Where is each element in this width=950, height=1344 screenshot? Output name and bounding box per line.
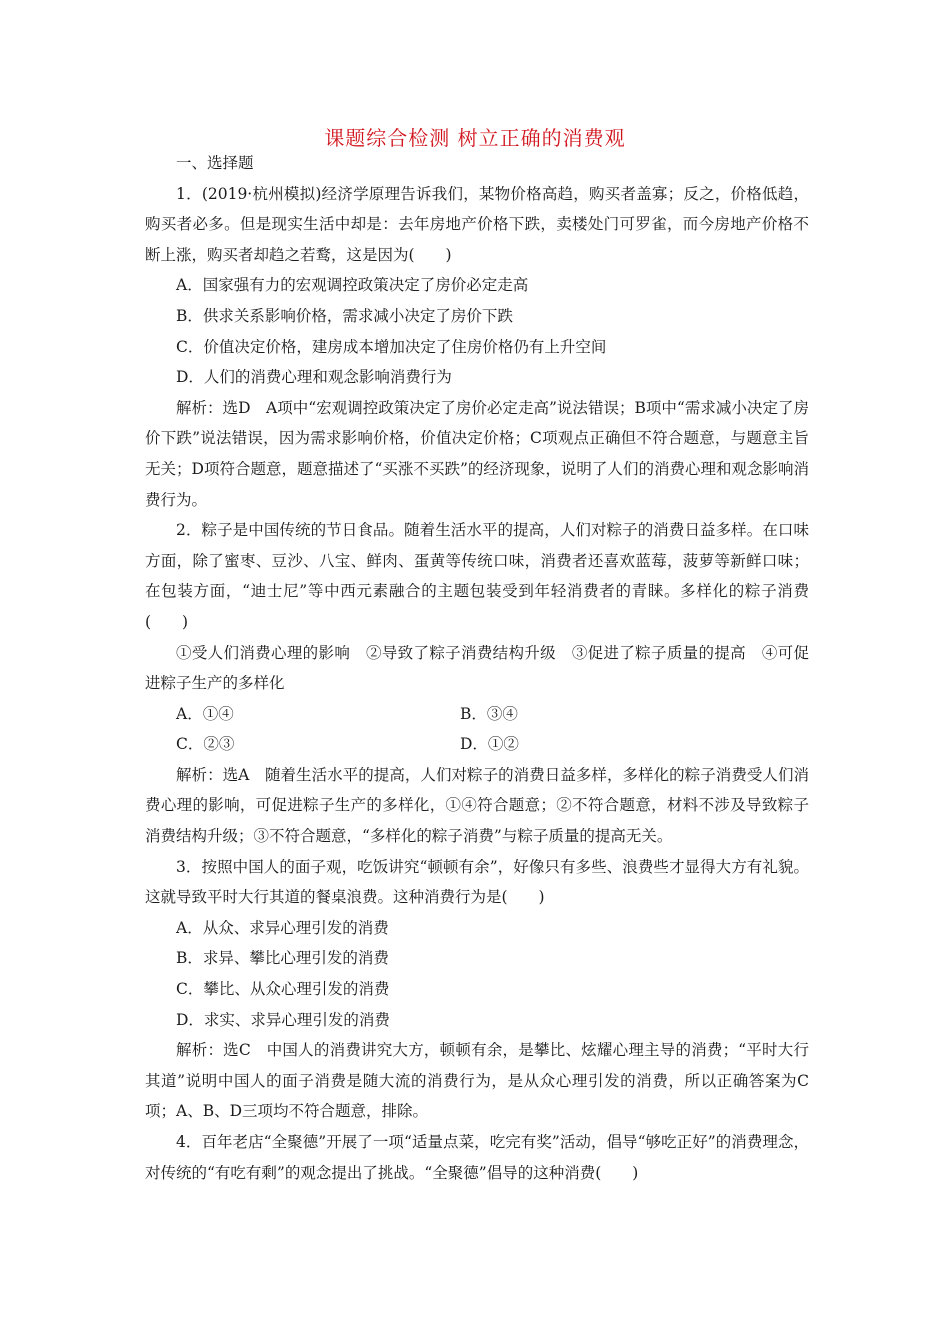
question-3-analysis: 解析：选C 中国人的消费讲究大方，顿顿有余，是攀比、炫耀心理主导的消费；“平时大行其道”说明中国人的面子消费是随大流的消费行为，是从众心理引发的消费，所以正确答案为C项；A、B、D三项均不符合题意，排除。	[145, 1041, 809, 1121]
question-3-option-b: B．求异、攀比心理引发的消费	[176, 949, 389, 968]
question-2-analysis: 解析：选A 随着生活水平的提高，人们对粽子的消费日益多样，多样化的粽子消费受人们消费心理的影响，可促进粽子生产的多样化，①④符合题意；②不符合题意，材料不涉及导致粽子消费结构升级；③不符合题意，“多样化的粽子消费”与粽子质量的提高无关。	[145, 765, 809, 846]
page-title: 课题综合检测 树立正确的消费观	[324, 126, 626, 150]
question-2-option-a: A．①④	[176, 704, 234, 723]
section-heading: 一、选择题	[176, 154, 254, 172]
question-3-option-c: C．攀比、从众心理引发的消费	[176, 980, 390, 999]
question-2-option-c: C．②③	[176, 735, 235, 754]
question-1-option-a: A．国家强有力的宏观调控政策决定了房价必定走高	[176, 276, 529, 295]
question-1-option-d: D．人们的消费心理和观念影响消费行为	[176, 368, 452, 387]
question-2-items: ①受人们消费心理的影响 ②导致了粽子消费结构升级 ③促进了粽子质量的提高 ④可促进粽子生产的多样化	[145, 643, 809, 693]
document-body	[145, 148, 809, 1188]
question-2-options-row-1	[145, 699, 809, 730]
question-2-option-d: D．①②	[460, 735, 519, 754]
question-3-option-a: A．从众、求异心理引发的消费	[176, 918, 389, 937]
question-1-option-b: B．供求关系影响价格，需求减小决定了房价下跌	[176, 306, 513, 325]
question-2-stem: 2．粽子是中国传统的节日食品。随着生活水平的提高，人们对粽子的消费日益多样。在口味方面，除了蜜枣、豆沙、八宝、鲜肉、蛋黄等传统口味，消费者还喜欢蓝莓，菠萝等新鲜口味；在包装方面，“迪士尼”等中西元素融合的主题包装受到年轻消费者的青睐。多样化的粽子消费( )	[145, 521, 809, 631]
question-1-option-c: C．价值决定价格，建房成本增加决定了住房价格仍有上升空间	[176, 337, 607, 356]
question-2-options-row-2	[145, 729, 809, 760]
question-3-option-d: D．求实、求异心理引发的消费	[176, 1010, 390, 1029]
question-2-option-b: B．③④	[460, 704, 518, 723]
question-1-stem: 1．(2019·杭州模拟)经济学原理告诉我们，某物价格高趋，购买者盖寡；反之，价格低趋，购买者必多。但是现实生活中却是：去年房地产价格下跌，卖楼处门可罗雀，而今房地产价格不断上涨，购买者却趋之若鹜，这是因为( )	[145, 184, 809, 264]
question-4-stem: 4．百年老店“全聚德”开展了一项“适量点菜，吃完有奖”活动，倡导“够吃正好”的消费理念，对传统的“有吃有剩”的观念提出了挑战。“全聚德”倡导的这种消费( )	[145, 1133, 809, 1182]
question-1-analysis: 解析：选D A项中“宏观调控政策决定了房价必定走高”说法错误；B项中“需求减小决定了房价下跌”说法错误，因为需求影响价格，价值决定价格；C项观点正确但不符合题意，与题意主旨无关；D项符合题意，题意描述了“买涨不买跌”的经济现象，说明了人们的消费心理和观念影响消费行为。	[145, 398, 809, 509]
question-3-stem: 3．按照中国人的面子观，吃饭讲究“顿顿有余”，好像只有多些、浪费些才显得大方有礼貌。这就导致平时大行其道的餐桌浪费。这种消费行为是( )	[145, 857, 809, 907]
